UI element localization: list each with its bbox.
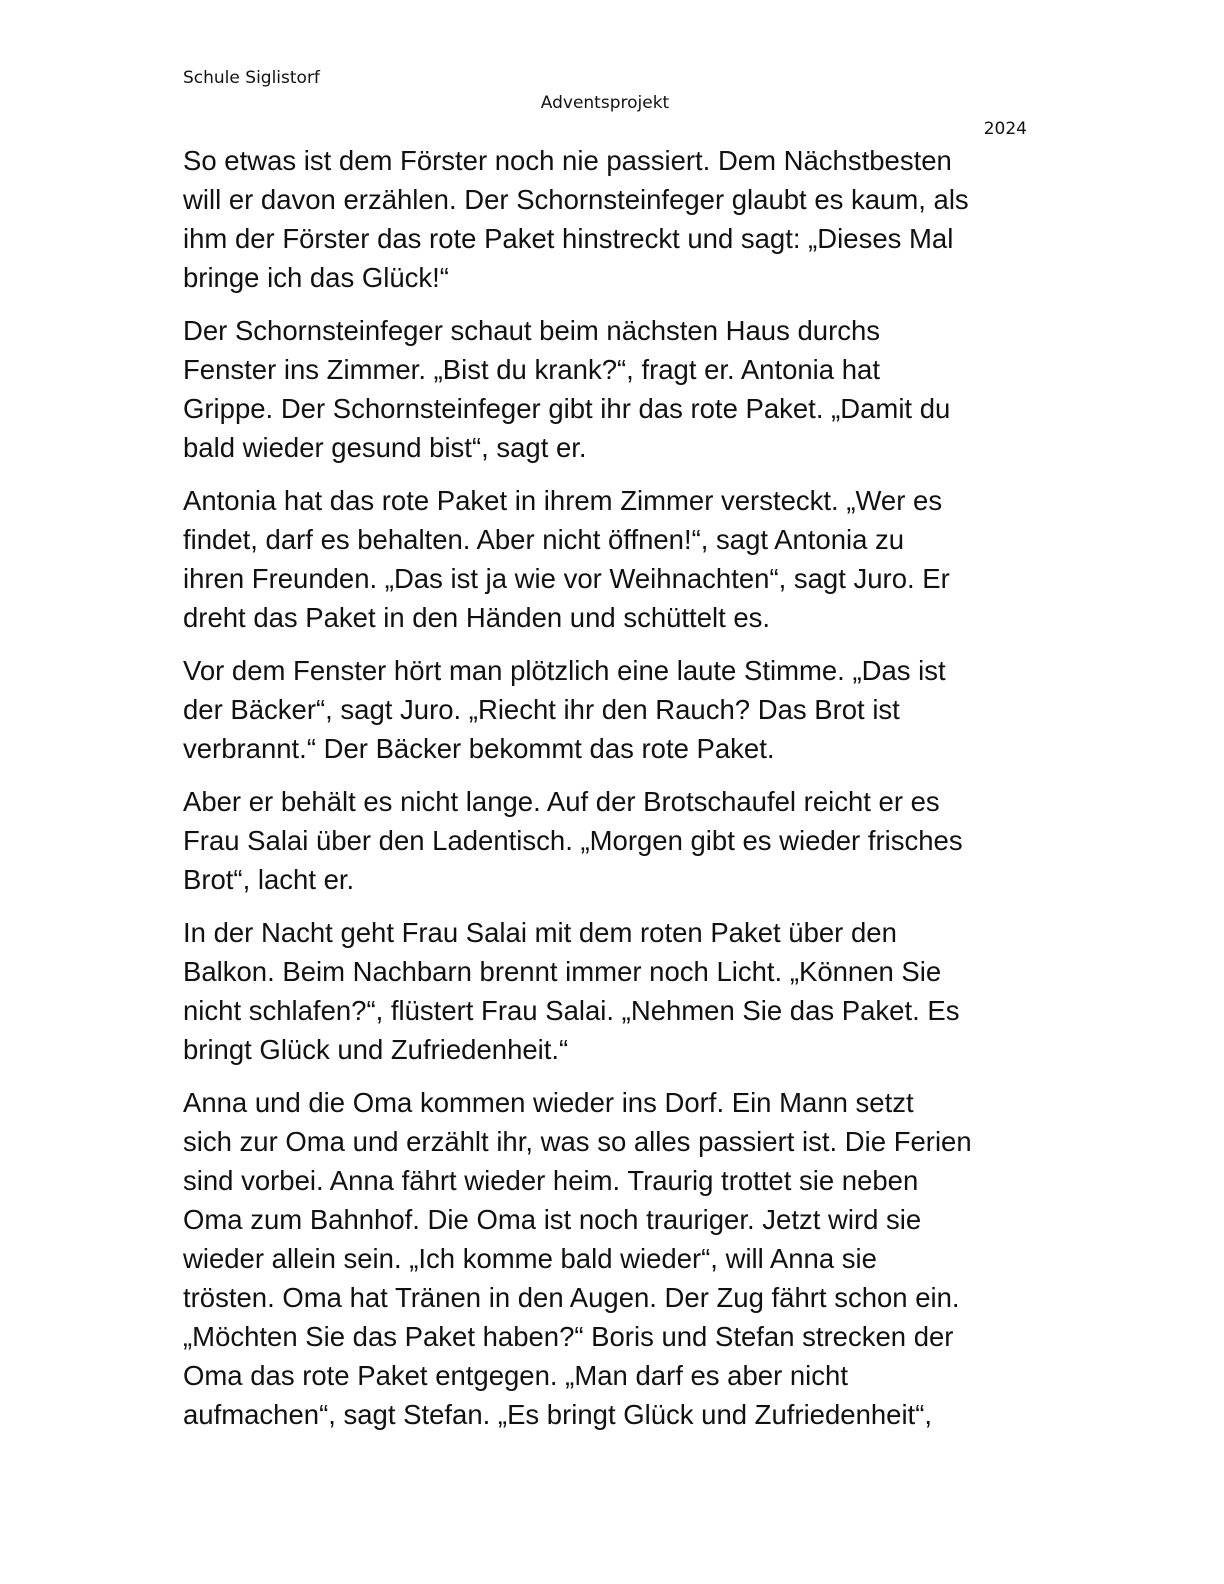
text-line: sind vorbei. Anna fährt wieder heim. Traurig trottet sie neben	[183, 1165, 919, 1196]
text-line: findet, darf es behalten. Aber nicht öffnen!“, sagt Antonia zu	[183, 524, 905, 555]
paragraph-1	[183, 141, 1033, 297]
text-line: Vor dem Fenster hört man plötzlich eine laute Stimme. „Das ist	[183, 655, 946, 686]
text-line: bringe ich das Glück!“	[183, 262, 449, 293]
header-project-title: Adventsprojekt	[540, 93, 670, 113]
text-line: Anna und die Oma kommen wieder ins Dorf. Ein Mann setzt	[183, 1087, 914, 1118]
text-line: ihren Freunden. „Das ist ja wie vor Weihnachten“, sagt Juro. Er	[183, 563, 950, 594]
text-line: Oma das rote Paket entgegen. „Man darf es aber nicht	[183, 1360, 848, 1391]
text-line: Antonia hat das rote Paket in ihrem Zimmer versteckt. „Wer es	[183, 485, 943, 516]
header-year: 2024	[983, 119, 1027, 139]
text-line: will er davon erzählen. Der Schornsteinfeger glaubt es kaum, als	[183, 184, 969, 215]
text-line: Oma zum Bahnhof. Die Oma ist noch trauriger. Jetzt wird sie	[183, 1204, 922, 1235]
text-line: sich zur Oma und erzählt ihr, was so alles passiert ist. Die Ferien	[183, 1126, 972, 1157]
paragraph-3	[183, 481, 1033, 637]
text-line: Grippe. Der Schornsteinfeger gibt ihr das rote Paket. „Damit du	[183, 393, 951, 424]
paragraph-2	[183, 311, 1033, 467]
text-line: bringt Glück und Zufriedenheit.“	[183, 1034, 569, 1065]
text-line: In der Nacht geht Frau Salai mit dem roten Paket über den	[183, 917, 897, 948]
text-line: der Bäcker“, sagt Juro. „Riecht ihr den Rauch? Das Brot ist	[183, 694, 900, 725]
text-line: dreht das Paket in den Händen und schüttelt es.	[183, 602, 771, 633]
story-body	[183, 141, 1033, 1448]
header-school-name: Schule Siglistorf	[183, 68, 320, 88]
text-line: So etwas ist dem Förster noch nie passiert. Dem Nächstbesten	[183, 145, 952, 176]
text-line: „Möchten Sie das Paket haben?“ Boris und Stefan strecken der	[183, 1321, 954, 1352]
text-line: ihm der Förster das rote Paket hinstreckt und sagt: „Dieses Mal	[183, 223, 954, 254]
text-line: verbrannt.“ Der Bäcker bekommt das rote Paket.	[183, 733, 775, 764]
text-line: aufmachen“, sagt Stefan. „Es bringt Glück und Zufriedenheit“,	[183, 1399, 932, 1430]
text-line: Balkon. Beim Nachbarn brennt immer noch Licht. „Können Sie	[183, 956, 942, 987]
paragraph-5	[183, 782, 1033, 899]
text-line: Der Schornsteinfeger schaut beim nächsten Haus durchs	[183, 315, 881, 346]
paragraph-4	[183, 651, 1033, 768]
text-line: Brot“, lacht er.	[183, 864, 355, 895]
text-line: nicht schlafen?“, flüstert Frau Salai. „Nehmen Sie das Paket. Es	[183, 995, 960, 1026]
text-line: bald wieder gesund bist“, sagt er.	[183, 432, 587, 463]
text-line: Frau Salai über den Ladentisch. „Morgen gibt es wieder frisches	[183, 825, 963, 856]
text-line: Aber er behält es nicht lange. Auf der Brotschaufel reicht er es	[183, 786, 940, 817]
text-line: wieder allein sein. „Ich komme bald wieder“, will Anna sie	[183, 1243, 877, 1274]
paragraph-7	[183, 1083, 1033, 1434]
paragraph-6	[183, 913, 1033, 1069]
text-line: Fenster ins Zimmer. „Bist du krank?“, fragt er. Antonia hat	[183, 354, 880, 385]
text-line: trösten. Oma hat Tränen in den Augen. Der Zug fährt schon ein.	[183, 1282, 960, 1313]
